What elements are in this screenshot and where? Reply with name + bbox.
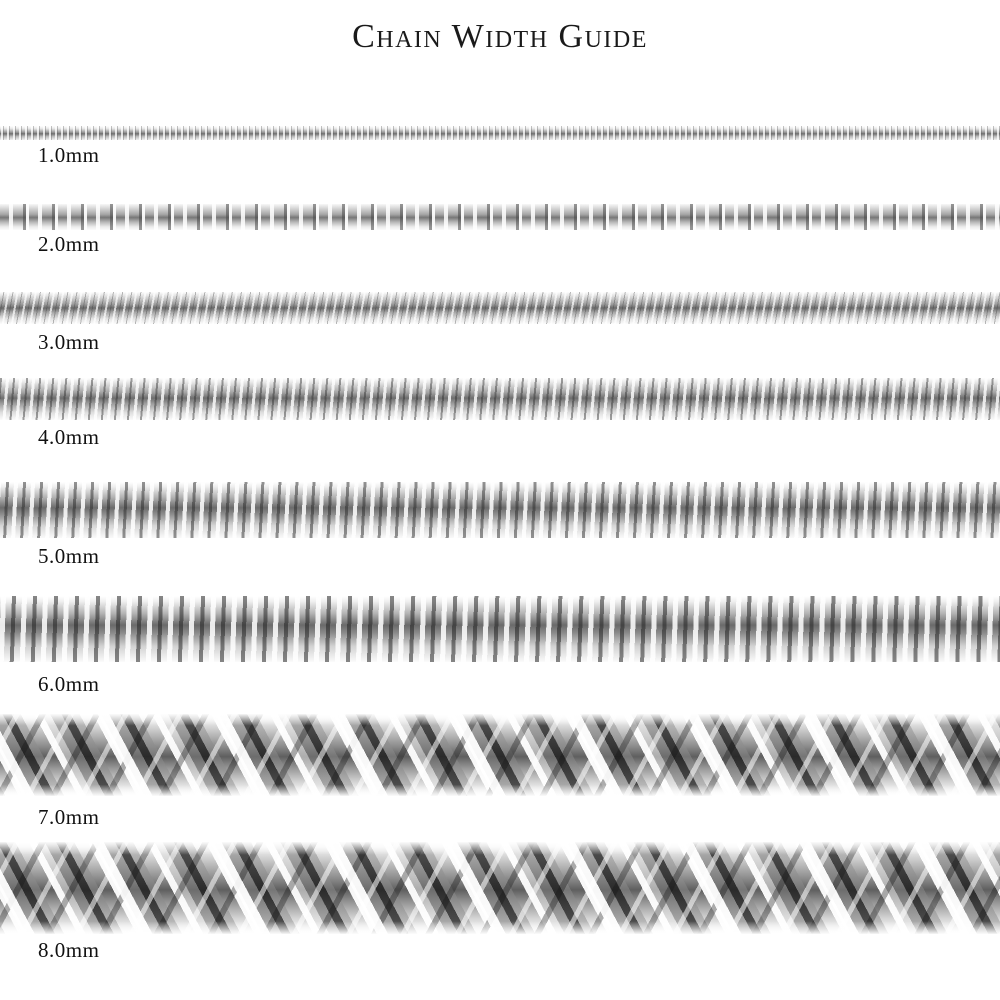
chain-image-2-0mm — [0, 204, 1000, 230]
chain-label-4-0mm: 4.0mm — [38, 425, 100, 449]
chain-image-3-0mm — [0, 292, 1000, 324]
chain-image-4-0mm — [0, 378, 1000, 420]
chain-image-1-0mm — [0, 126, 1000, 140]
chain-image-8-0mm — [0, 842, 1000, 934]
chain-label-6-0mm: 6.0mm — [38, 672, 100, 696]
chain-image-6-0mm — [0, 596, 1000, 662]
chain-links — [0, 596, 1000, 662]
page-title: Chain Width Guide — [352, 18, 648, 55]
chain-edge-fade — [0, 714, 1000, 796]
chain-links — [0, 204, 1000, 230]
chain-image-5-0mm — [0, 482, 1000, 538]
chain-label-8-0mm: 8.0mm — [38, 938, 100, 962]
chain-label-2-0mm: 2.0mm — [38, 232, 100, 256]
chain-edge-fade — [0, 842, 1000, 934]
chain-label-3-0mm: 3.0mm — [38, 330, 100, 354]
chain-label-7-0mm: 7.0mm — [38, 805, 100, 829]
chain-links — [0, 378, 1000, 420]
chain-label-5-0mm: 5.0mm — [38, 544, 100, 568]
chain-links — [0, 482, 1000, 538]
chain-image-7-0mm — [0, 714, 1000, 796]
chain-label-1-0mm: 1.0mm — [38, 143, 100, 167]
chain-links — [0, 126, 1000, 140]
chain-links — [0, 292, 1000, 324]
